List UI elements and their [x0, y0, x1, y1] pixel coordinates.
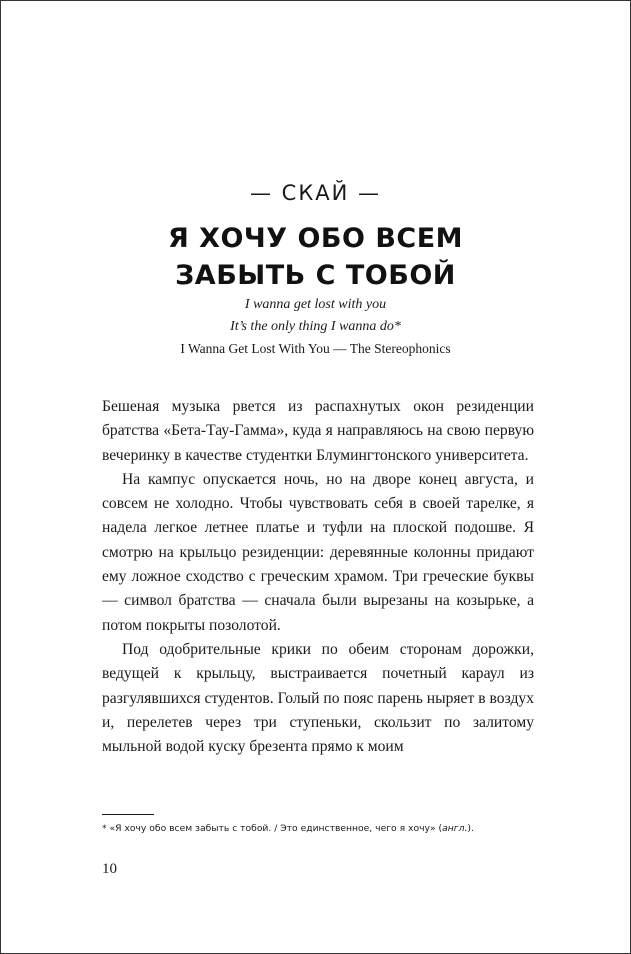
- epigraph-source: I Wanna Get Lost With You — The Stereophonics: [180, 341, 451, 356]
- paragraph: На кампус опускается ночь, но на дворе конец августа, и совсем не холодно. Чтобы чувствовать себя в своей тарелке, я надела легкое летнее платье и туфли на плоской подошве. Я смотрю на крыльцо резиденции: деревянные колонны придают ему ложное сходство с греческим храмом. Три греческие буквы — символ братства — сначала были вырезаны на козырьке, а потом покрыты позолотой.: [102, 470, 534, 634]
- body-text: [102, 395, 534, 759]
- footnote-text: * «Я хочу обо всем забыть с тобой. / Это единственное, чего я хочу» (: [102, 823, 443, 834]
- epigraph-line-2: It’s the only thing I wanna do*: [230, 319, 401, 334]
- chapter-title-line-2: ЗАБЫТЬ С ТОБОЙ: [175, 260, 456, 291]
- paragraph: Бешеная музыка рвется из распахнутых окон резиденции братства «Бета-Тау-Гамма», куда я направляюсь на свою первую вечеринку в качестве студентки Блумингтонского университета.: [102, 398, 534, 464]
- footnote-divider: [102, 814, 154, 815]
- epigraph: [1, 294, 630, 360]
- footnote: [102, 822, 542, 835]
- footnote-end: ).: [467, 823, 474, 834]
- page-number: 10: [102, 861, 117, 877]
- epigraph-line-1: I wanna get lost with you: [244, 297, 387, 312]
- chapter-title: [1, 220, 630, 294]
- paragraph: Под одобрительные крики по обеим сторонам дорожки, ведущей к крыльцу, выстраивается почетный караул из разгулявшихся студентов. Голый по пояс парень ныряет в воздух и, перелетев через три ступеньки, скользит по залитому мыльной водой куску брезента прямо к моим: [102, 640, 534, 756]
- chapter-label: — СКАЙ —: [250, 181, 381, 205]
- footnote-language: англ.: [442, 823, 468, 834]
- chapter-title-line-1: Я ХОЧУ ОБО ВСЕМ: [167, 223, 464, 254]
